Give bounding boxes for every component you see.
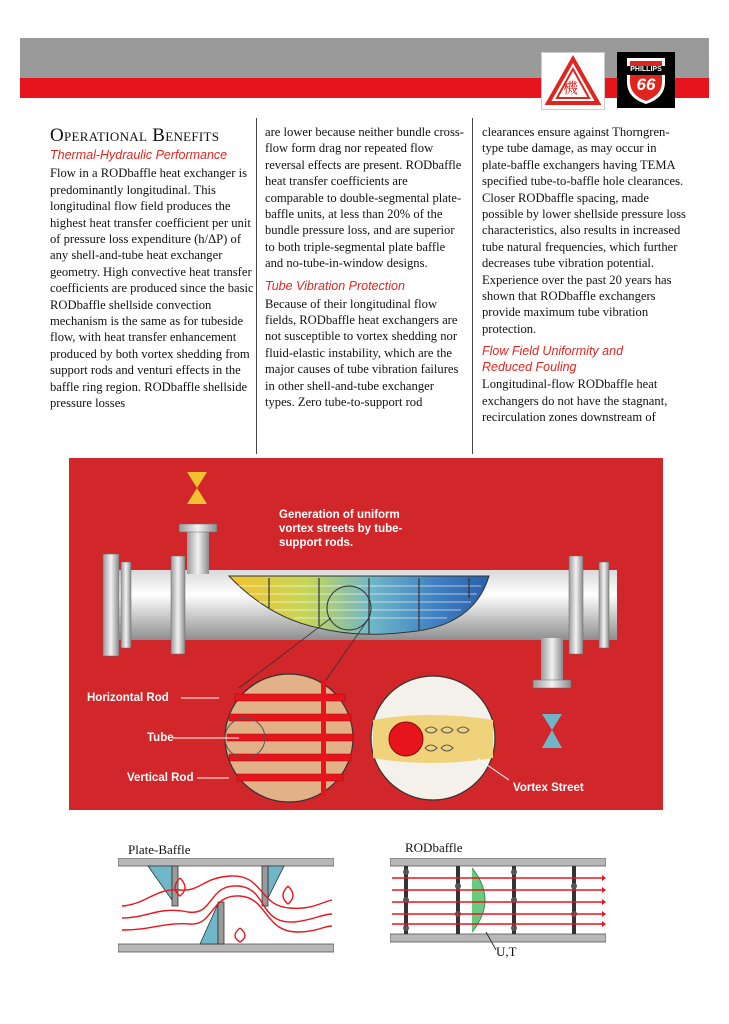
subheading-flow-field-line1: Flow Field Uniformity and: [482, 344, 624, 359]
column-1: [50, 125, 255, 412]
callout-line-1: Generation of uniform: [279, 509, 400, 521]
subheading-tube-vibration: Tube Vibration Protection: [265, 278, 405, 293]
triangle-logo: [541, 52, 605, 110]
logo-phillips-text: PHILLIPS: [630, 66, 662, 73]
column-divider-2: [472, 118, 473, 454]
plate-baffle-diagram: [118, 858, 334, 954]
column-divider-1: [256, 118, 257, 454]
paragraph-tube-vibration: Because of their longitudinal flow fields, RODbaffle heat exchangers are not susceptible to vortex shedding nor fluid-elastic instability, which are the major causes of tube vibration failures in other shell-and-tube exchanger types. Zero tube-to-support rod: [265, 296, 459, 410]
subheading-thermal-hydraulic: Thermal-Hydraulic Performance: [50, 148, 228, 163]
logo-66-text: 66: [636, 75, 656, 94]
label-vertical-rod: Vertical Rod: [127, 772, 194, 784]
section-heading: Operational Benefits: [50, 125, 220, 146]
phillips-66-logo: [617, 52, 675, 108]
label-vortex-street: Vortex Street: [513, 782, 584, 794]
column-3: [482, 124, 687, 426]
callout-line-2: vortex streets by tube-: [279, 523, 403, 535]
rodbaffle-illustration-panel: [69, 458, 663, 810]
column-2: [265, 124, 465, 411]
header-red-band: [20, 78, 709, 98]
subheading-flow-field-line2: Reduced Fouling: [482, 360, 577, 375]
rodbaffle-diagram: [390, 858, 606, 954]
label-horizontal-rod: Horizontal Rod: [87, 692, 169, 704]
paragraph-flow-field: Longitudinal-flow RODbaffle heat exchangers do not have the stagnant, recirculation zones downstream of: [482, 377, 668, 425]
paragraph-pressure-losses: are lower because neither bundle cross-flow form drag nor repeated flow reversal effects are present. RODbaffle heat transfer coefficients are comparable to double-segmental plate-baffle units, at less than 20% of the bundle pressure loss, and are superior to both triple-segmental plate baffle and no-tube-in-window designs.: [265, 125, 464, 271]
paragraph-thermal-hydraulic: Flow in a RODbaffle heat exchanger is predominantly longitudinal. This longitudinal flow field produces the highest heat transfer coefficient per unit of pressure loss expenditure (h/ΔP) of any shell-and-tube heat exchanger geometry. High convective heat transfer coefficients are produced since the basic RODbaffle shellside convection mechanism is the same as for tubeside flow, with heat transfer enhancement produced by both vortex shedding from support rods and venturi effects in the baffle ring region. RODbaffle shellside pressure losses: [50, 166, 254, 411]
header-gray-band: [20, 38, 709, 78]
caption-plate-baffle: Plate-Baffle: [128, 842, 191, 857]
paragraph-clearances: clearances ensure against Thorngren-type tube damage, as may occur in plate-baffle exchangers having TEMA specified tube-to-baffle hole clearances. Closer RODbaffle spacing, made possible by lower shellside pressure loss characteristics, also results in increased tube natural frequencies, which further decreases tube vibration potential. Experience over the past 20 years has shown that RODbaffle exchangers provide maximum tube vibration protection.: [482, 125, 686, 336]
label-tube: Tube: [147, 732, 174, 744]
logo-character: 機: [563, 79, 579, 97]
caption-rodbaffle: RODbaffle: [405, 840, 463, 855]
label-ut: U,T: [496, 944, 517, 959]
callout-line-3: support rods.: [279, 537, 354, 549]
callout-vortex-streets: [279, 508, 402, 550]
